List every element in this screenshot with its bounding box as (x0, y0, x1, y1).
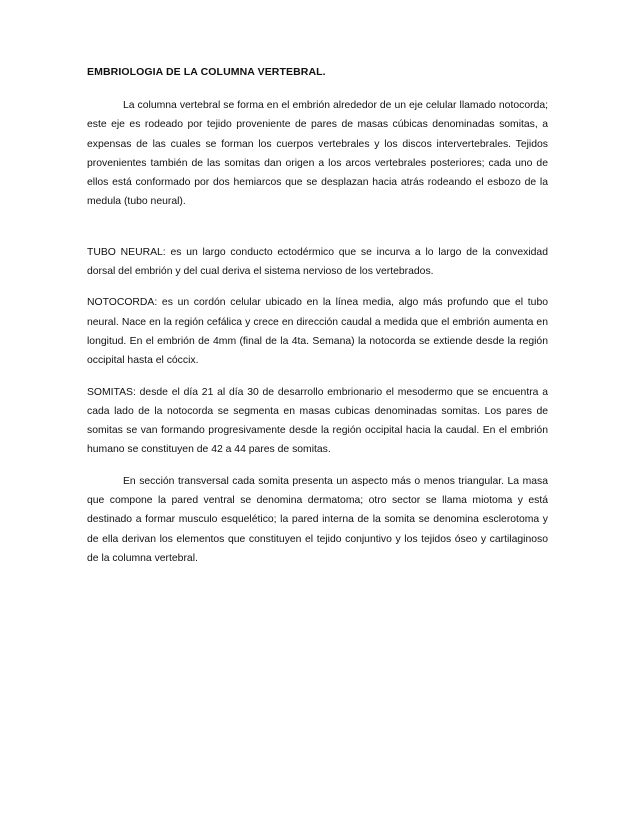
document-title: EMBRIOLOGIA DE LA COLUMNA VERTEBRAL. (87, 66, 326, 78)
paragraph-notocorda: NOTOCORDA: es un cordón celular ubicado en la línea media, algo más profundo que el tubo neural. Nace en la región cefálica y crece en dirección caudal a medida que el embrión aumenta en longitud. En el embrión de 4mm (final de la 4ta. Semana) la notocorda se extiende desde la región occipital hasta el cóccix. (87, 297, 548, 367)
paragraph-somitas: SOMITAS: desde el día 21 al día 30 de desarrollo embrionario el mesodermo que se encuentra a cada lado de la notocorda se segmenta en masas cubicas denominadas somitas. Los pares de somitas se van formando progresivamente desde la región occipital hacia la caudal. En el embrión humano se constituyen de 42 a 44 pares de somitas. (87, 386, 548, 456)
paragraph-seccion-transversal: En sección transversal cada somita presenta un aspecto más o menos triangular. La masa que compone la pared ventral se denomina dermatoma; otro sector se llama miotoma y está destinado a formar musculo esquelético; la pared interna de la somita se denomina esclerotoma y de ella derivan los elementos que constituyen el tejido conjuntivo y los tejidos óseo y cartilaginoso de la columna vertebral. (87, 475, 548, 564)
document-page (87, 62, 548, 568)
paragraph-intro: La columna vertebral se forma en el embrión alrededor de un eje celular llamado notocorda; este eje es rodeado por tejido proveniente de pares de masas cúbicas denominadas somitas, a expensas de las cuales se forman los cuerpos vertebrales y los discos intervertebrales. Tejidos provenientes también de las somitas dan origen a los arcos vertebrales posteriores; cada uno de ellos está conformado por dos hemiarcos que se desplazan hacia atrás rodeando el esbozo de la medula (tubo neural). (87, 100, 548, 208)
paragraph-tubo-neural: TUBO NEURAL: es un largo conducto ectodérmico que se incurva a lo largo de la convexidad dorsal del embrión y del cual deriva el sistema nervioso de los vertebrados. (87, 246, 548, 278)
